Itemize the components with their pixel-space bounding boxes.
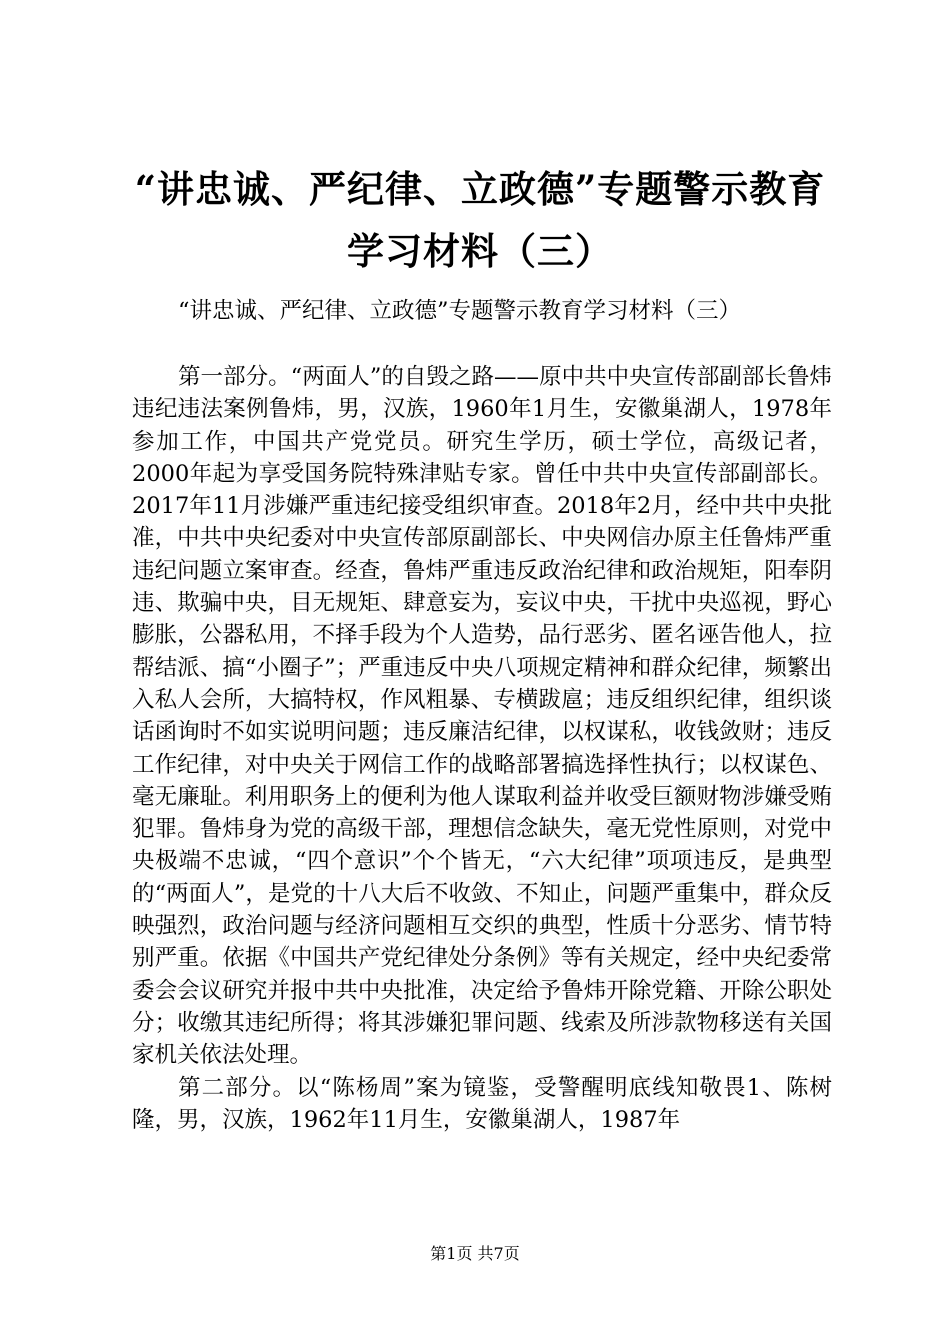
body-paragraph-2: 第二部分。以“陈杨周”案为镜鉴，受警醒明底线知敬畏1、陈树隆，男，汉族，1962年11月生，安徽巢湖人，1987年: [132, 1074, 832, 1133]
document-title: “讲忠诚、严纪律、立政德”专题警示教育学习材料（三）: [134, 167, 826, 273]
body-paragraph-1: 第一部分。“两面人”的自毁之路——原中共中央宣传部副部长鲁炜违纪违法案例鲁炜，男，汉族，1960年1月生，安徽巢湖人，1978年参加工作，中国共产党党员。研究生学历，硕士学位，高级记者，2000年起为享受国务院特殊津贴专家。曾任中共中央宣传部副部长。2017年11月涉嫌严重违纪接受组织审查。2018年2月，经中共中央批准，中共中央纪委对中央宣传部原副部长、中央网信办原主任鲁炜严重违纪问题立案审查。经查，鲁炜严重违反政治纪律和政治规矩，阳奉阴违、欺骗中央，目无规矩、肆意妄为，妄议中央，干扰中央巡视，野心膨胀，公器私用，不择手段为个人造势，品行恶劣、匿名诬告他人，拉帮结派、搞“小圈子”；严重违反中央八项规定精神和群众纪律，频繁出入私人会所，大搞特权，作风粗暴、专横跋扈；违反组织纪律，组织谈话函询时不如实说明问题；违反廉洁纪律，以权谋私，收钱敛财；违反工作纪律，对中央关于网信工作的战略部署搞选择性执行；以权谋色、毫无廉耻。利用职务上的便利为他人谋取利益并收受巨额财物涉嫌受贿犯罪。鲁炜身为党的高级干部，理想信念缺失，毫无党性原则，对党中央极端不忠诚，“四个意识”个个皆无，“六大纪律”项项违反，是典型的“两面人”，是党的十八大后不收敛、不知止，问题严重集中，群众反映强烈，政治问题与经济问题相互交织的典型，性质十分恶劣、情节特别严重。依据《中国共产党纪律处分条例》等有关规定，经中央纪委常委会会议研究并报中共中央批准，决定给予鲁炜开除党籍、开除公职处分；收缴其违纪所得；将其涉嫌犯罪问题、线索及所涉款物移送有关国家机关依法处理。: [132, 364, 832, 1069]
document-body: [132, 361, 832, 1136]
document-subtitle: “讲忠诚、严纪律、立政德”专题警示教育学习材料（三）: [178, 298, 742, 324]
page-footer: 第1页 共7页: [430, 1244, 520, 1263]
